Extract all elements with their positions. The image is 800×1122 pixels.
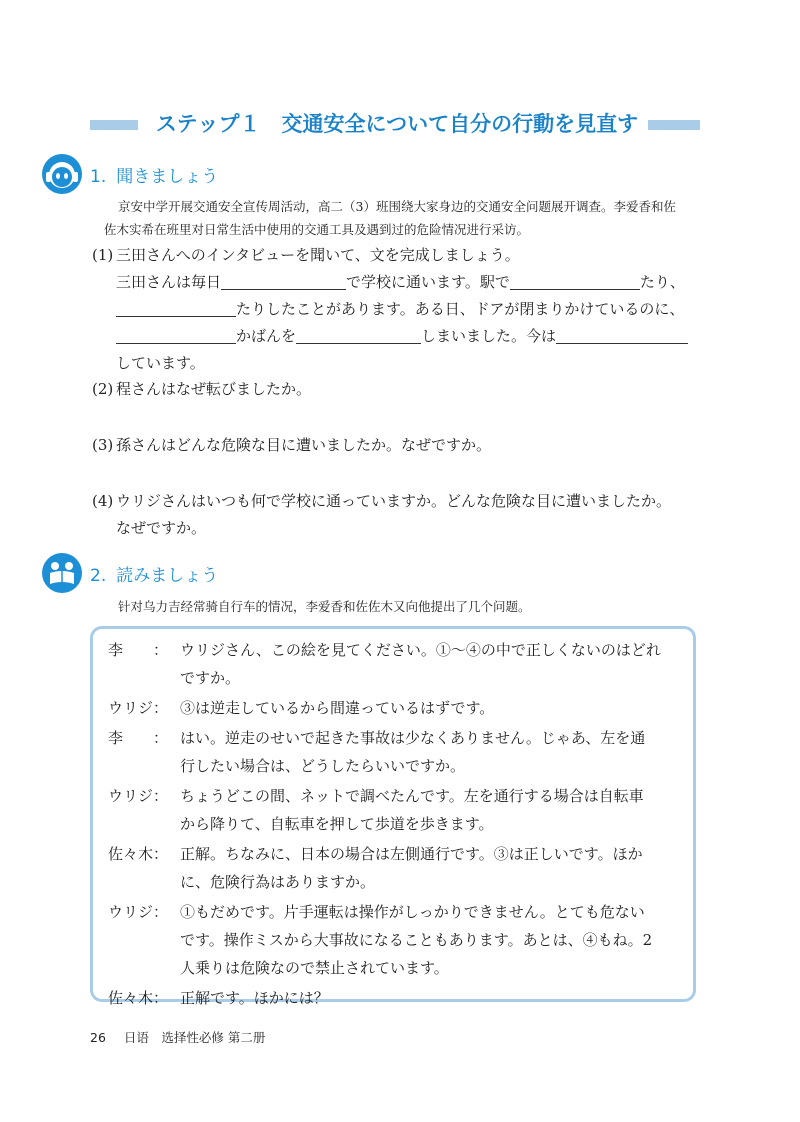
dialogue-text: から降りて、自転車を押して歩道を歩きます。 (180, 815, 494, 833)
fill-text: 三田さんは毎日 (116, 273, 222, 291)
book-title: 日语 选择性必修 第二册 (123, 1030, 266, 1045)
fill-text: で学校に通います。駅で (346, 273, 510, 291)
dialogue-turn (108, 694, 678, 722)
question-3 (92, 432, 712, 459)
listening-face-icon (42, 154, 82, 194)
question-2-text: 程さんはなぜ転びましたか。 (116, 380, 312, 398)
dialogue-turn (108, 984, 678, 1012)
reading-book-icon (42, 553, 82, 593)
question-1 (92, 242, 712, 377)
dialogue-text: 正解です。ほかには？ (180, 989, 329, 1007)
section-1-intro-line-1: 京安中学开展交通安全宣传周活动，高二（3）班围绕大家身边的交通安全问题展开调查。李爱香和佐 (118, 199, 676, 214)
fill-text: かばんを (236, 327, 297, 345)
dialogue-text: 行したい場合は、どうしたらいいですか。 (180, 757, 466, 775)
speaker-label: ウリジ： (108, 903, 169, 921)
dialogue-text: ですか。 (180, 669, 241, 687)
speaker-label: 李 ： (108, 641, 169, 659)
page-footer (90, 1028, 265, 1046)
dialogue-text: 正解。ちなみに、日本の場合は左側通行です。③は正しいです。ほか (180, 845, 643, 863)
section-1-number: 1. (90, 167, 107, 187)
question-4-text-1: ウリジさんはいつも何で学校に通っていますか。どんな危険な目に遭いましたか。 (116, 492, 672, 510)
section-2-intro: 针对乌力吉经常骑自行车的情况，李爱香和佐佐木又向他提出了几个问题。 (118, 599, 531, 614)
title-bar-left (90, 120, 138, 130)
question-4-number: (4) (92, 492, 114, 510)
answer-blank[interactable] (510, 271, 640, 290)
fill-text: たり、 (639, 273, 685, 291)
dialogue-text: ウリジさん、この絵を見てください。①～④の中で正しくないのはどれ (180, 641, 661, 659)
dialogue-turn (108, 898, 678, 982)
speaker-label: 佐々木： (108, 989, 169, 1007)
answer-blank[interactable] (116, 325, 236, 344)
fill-line-3 (92, 323, 712, 350)
title-bar-right (648, 120, 700, 130)
dialogue-text: に、危険行為はありますか。 (180, 873, 376, 891)
fill-text: しています。 (116, 354, 205, 372)
dialogue-turn (108, 840, 678, 896)
speaker-label: ウリジ： (108, 787, 169, 805)
question-1-text: 三田さんへのインタビューを聞いて、文を完成しましょう。 (116, 246, 520, 264)
question-1-number: (1) (92, 246, 114, 264)
question-3-number: (3) (92, 436, 114, 454)
fill-line-2 (92, 296, 712, 323)
answer-blank[interactable] (221, 271, 346, 290)
answer-blank[interactable] (296, 325, 421, 344)
answer-blank[interactable] (116, 298, 236, 317)
dialogue-text: 人乗りは危険なので禁止されています。 (180, 959, 449, 977)
question-2-number: (2) (92, 380, 114, 398)
section-2-number: 2. (90, 566, 107, 586)
answer-blank[interactable] (556, 325, 688, 344)
section-2-label (90, 561, 218, 586)
question-4-text-2: なぜですか。 (116, 519, 207, 537)
dialogue-text: です。操作ミスから大事故になることもあります。あとは、④もね。2 (180, 931, 653, 949)
dialogue-turn (108, 636, 678, 692)
dialogue-text: ③は逆走しているから間違っているはずです。 (180, 699, 495, 717)
speaker-label: 佐々木： (108, 845, 169, 863)
fill-text: しまいました。今は (421, 327, 557, 345)
section-1-intro-cont (104, 218, 694, 241)
section-1-title: 聞きましょう (116, 167, 219, 187)
section-1-intro (118, 195, 708, 218)
dialogue-text: ①もだめです。片手運転は操作がしっかりできません。とても危ない (180, 903, 645, 921)
fill-line-1 (92, 269, 712, 296)
question-3-text: 孫さんはどんな危険な目に遭いましたか。なぜですか。 (116, 436, 492, 454)
dialogue-text: はい。逆走のせいで起きた事故は少なくありません。じゃあ、左を通 (180, 729, 646, 747)
fill-line-4 (92, 350, 712, 377)
dialogue-turn (108, 782, 678, 838)
fill-text: たりしたことがあります。ある日、ドアが閉まりかけているのに、 (236, 300, 685, 318)
step-title: ステップ１ 交通安全について自分の行動を見直す (155, 111, 639, 136)
speaker-label: 李 ： (108, 729, 169, 747)
speaker-label: ウリジ： (108, 699, 169, 717)
section-2-title: 読みましょう (116, 566, 219, 586)
page-number: 26 (90, 1030, 106, 1045)
section-1-label (90, 162, 218, 187)
question-4 (92, 488, 712, 542)
section-1-intro-line-2: 佐木实希在班里对日常生活中使用的交通工具及遇到过的危险情况进行采访。 (104, 222, 530, 237)
step-header (90, 108, 700, 142)
dialogue-turn (108, 724, 678, 780)
dialogue-text: ちょうどこの間、ネットで調べたんです。左を通行する場合は自転車 (180, 787, 644, 805)
question-2 (92, 376, 712, 403)
